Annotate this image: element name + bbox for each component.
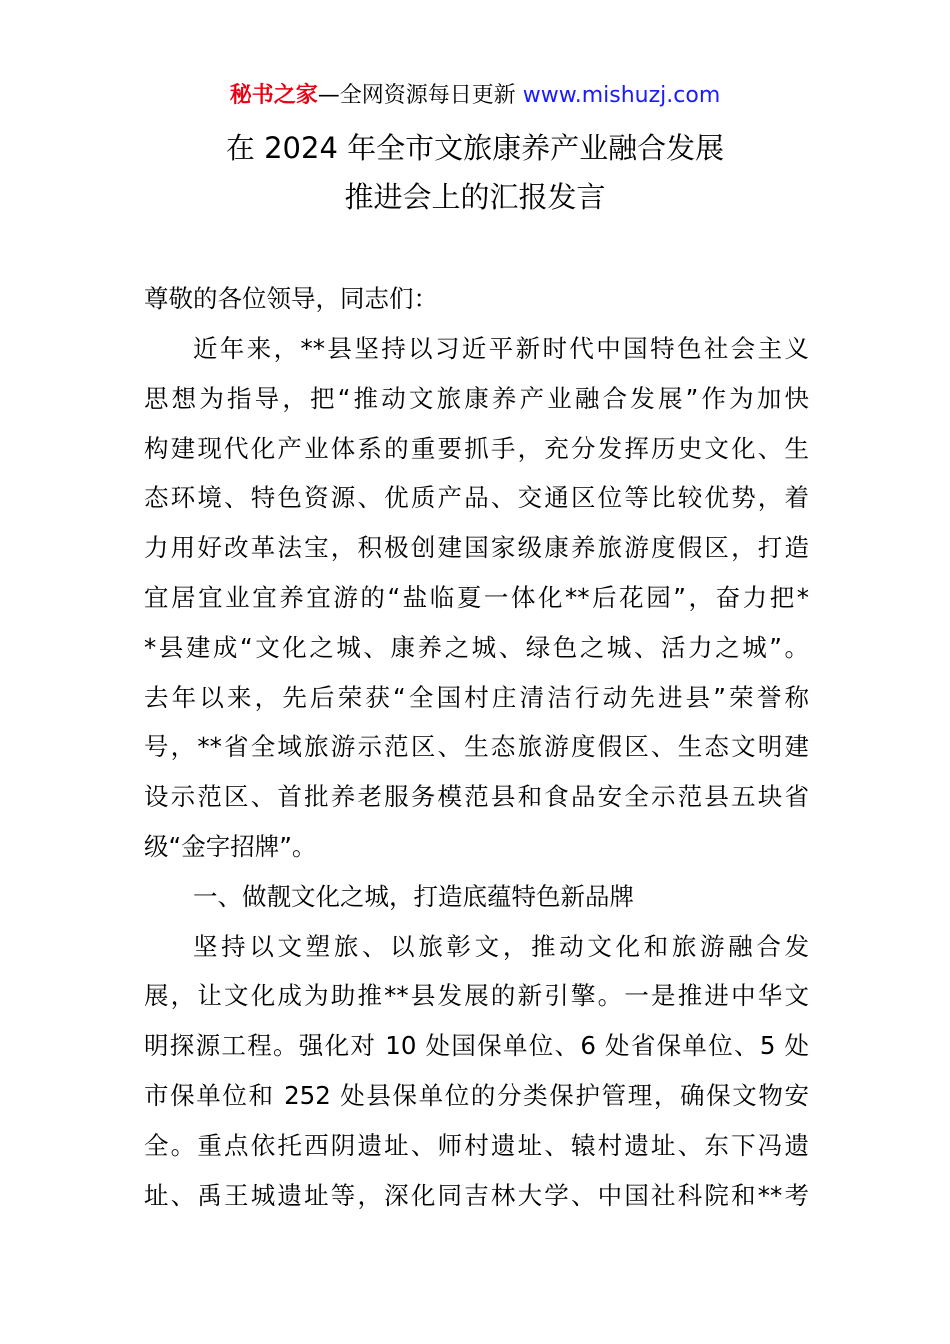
salutation bbox=[144, 274, 809, 324]
body-line: 近年来，**县坚持以习近平新时代中国特色社会主义 bbox=[193, 334, 809, 363]
body-line: 力用好改革法宝，积极创建国家级康养旅游度假区，打造 bbox=[144, 533, 809, 563]
section-heading: 一、做靓文化之城，打造底蕴特色新品牌 bbox=[193, 881, 634, 911]
document-title-line-2: 推进会上的汇报发言 bbox=[344, 180, 606, 214]
body-line: 展，让文化成为助推**县发展的新引擎。一是推进中华文 bbox=[144, 981, 809, 1011]
body-line: 构建现代化产业体系的重要抓手，充分发挥历史文化、生 bbox=[144, 433, 809, 463]
body-line: 去年以来，先后荣获“全国村庄清洁行动先进县”荣誉称 bbox=[144, 682, 809, 712]
document-body bbox=[144, 324, 809, 1220]
body-line: 级“金字招牌”。 bbox=[144, 831, 317, 861]
watermark-url[interactable]: www.mishuzj.com bbox=[522, 83, 721, 108]
body-line: 坚持以文塑旅、以旅彰文，推动文化和旅游融合发 bbox=[193, 931, 809, 961]
body-line: 号，**省全域旅游示范区、生态旅游度假区、生态文明建 bbox=[144, 732, 809, 762]
body-line: 址、禹王城遗址等，深化同吉林大学、中国社科院和**考 bbox=[144, 1180, 809, 1210]
body-line: 全。重点依托西阴遗址、师村遗址、辕村遗址、东下冯遗 bbox=[144, 1130, 809, 1160]
body-line: *县建成“文化之城、康养之城、绿色之城、活力之城”。 bbox=[144, 632, 809, 662]
body-line: 明探源工程。强化对 10 处国保单位、6 处省保单位、5 处 bbox=[144, 1031, 809, 1061]
salutation-text: 尊敬的各位领导，同志们： bbox=[144, 284, 438, 313]
body-line: 市保单位和 252 处县保单位的分类保护管理，确保文物安 bbox=[144, 1080, 809, 1110]
document-title-line-1: 在 2024 年全市文旅康养产业融合发展 bbox=[225, 131, 725, 165]
watermark-slogan: —全网资源每日更新 bbox=[317, 83, 523, 108]
watermark-header bbox=[0, 80, 950, 112]
body-line: 宜居宜业宜养宜游的“盐临夏一体化**后花园”，奋力把* bbox=[144, 582, 809, 612]
body-line: 设示范区、首批养老服务模范县和食品安全示范县五块省 bbox=[144, 782, 809, 812]
body-line: 态环境、特色资源、优质产品、交通区位等比较优势，着 bbox=[144, 483, 809, 513]
watermark-brand: 秘书之家 bbox=[229, 83, 318, 108]
body-line: 思想为指导，把“推动文旅康养产业融合发展”作为加快 bbox=[144, 383, 809, 413]
